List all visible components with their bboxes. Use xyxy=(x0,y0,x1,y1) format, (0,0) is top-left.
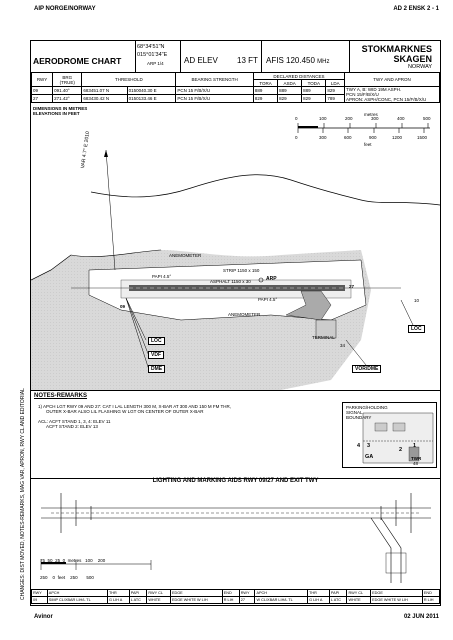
apron-inset xyxy=(342,402,437,468)
scale-m-300: 300 xyxy=(371,116,379,121)
loc-27-box: LOC xyxy=(408,325,425,333)
runway-table xyxy=(31,72,440,103)
rwy-27-label: 27 xyxy=(349,284,355,289)
stand-2: 2 xyxy=(399,447,403,453)
vor-dme-box: VOR/DME xyxy=(352,365,381,373)
col-declared: DECLARED DISTANCES xyxy=(253,73,344,80)
country: NORWAY xyxy=(407,64,432,70)
twr-elev: 48 xyxy=(413,461,419,466)
lighting-title: LIGHTING AND MARKING AIDS RWY 09/27 AND EXIT TWY xyxy=(152,478,319,484)
papi-09-label: PAPI 4.5° xyxy=(152,274,172,279)
apron-inset-label: PARKING/HOLDING SIGNAL BOUNDARY xyxy=(346,405,388,420)
scale-m-100: 100 xyxy=(319,116,327,121)
footer-left: Avinor xyxy=(34,614,53,620)
stand-1: 1 xyxy=(413,443,417,449)
scale-m-500: 500 xyxy=(423,116,431,121)
loc-09-box: LOC xyxy=(148,337,165,345)
stand-4: 4 xyxy=(357,443,361,449)
changes-side-note: CHANGES: DIST MOVED, NOTES-REMARKS, MAG VAR, APRON, RWY CL AND EDITORIAL xyxy=(20,388,26,600)
scale-ft-300: 300 xyxy=(319,135,327,140)
lighting-table: RWY APCH THR PAPI RWY CL EDGE END RWY APCH THR PAPI RWY CL EDGE END 09 SIMP CL/XBAR LIH/L TL G LIH A L ATC WHITE EDGE WHITE W LIH R LIH 27 W CL/XBAR LIH/L TL G LIH A L ATC WHITE EDGE WHITE W LIH R LIH xyxy=(31,589,440,604)
vdf-box: VDF xyxy=(148,351,164,359)
thr-27-elev: 10 xyxy=(414,298,420,303)
col-asda: ASDA xyxy=(278,80,302,87)
scale-ft-1500: 1500 xyxy=(417,135,428,140)
afis-frequency: AFIS 120.450 MHz xyxy=(266,56,330,65)
col-threshold: THRESHOLD xyxy=(82,73,176,87)
col-twy-apron: TWY AND APRON xyxy=(345,73,440,87)
ga-label: GA xyxy=(365,454,374,460)
papi-27-label: PAPI 4.5° xyxy=(258,297,278,302)
aerodrome-elevation-value: 13 FT xyxy=(237,56,258,65)
aerodrome-map xyxy=(31,120,440,390)
dme-box: DME xyxy=(148,365,165,373)
lighting-diagram xyxy=(31,488,440,588)
rwy-09-label: 09 xyxy=(120,304,126,309)
dimensions-note: DIMENSIONS IN METRES ELEVATIONS IN FEET xyxy=(33,106,88,116)
terminal-label: TERMINAL xyxy=(312,335,335,340)
coord-lon: 015°01'34"E xyxy=(137,52,168,58)
asphalt-label: ASPHALT 1150 x 30 xyxy=(210,279,251,284)
page-header-left: AIP NORGE/NORWAY xyxy=(34,6,96,12)
scale-bar-top: metres 0 100 200 300 400 500 0 300 600 900 1200 1500 feet xyxy=(295,112,431,147)
notes-title: NOTES-REMARKS xyxy=(34,393,88,399)
coord-ref: ARP 1/4 xyxy=(147,61,164,66)
scale-m-0: 0 xyxy=(295,116,298,121)
arp-label: ARP xyxy=(266,276,277,282)
col-lda: LDA xyxy=(326,80,345,87)
anemometer-top-label: ANEMOMETER xyxy=(169,253,202,258)
title-block xyxy=(31,41,440,73)
lighting-scale-feet: 250 0 feet 250 500 xyxy=(40,575,94,580)
chart-title: AERODROME CHART xyxy=(33,56,122,66)
scale-ft-600: 600 xyxy=(344,135,352,140)
scale-ft-0: 0 xyxy=(295,135,298,140)
page-header-right: AD 2 ENSK 2 - 1 xyxy=(393,6,439,12)
table-row: 27 271.42° 683430.42 N 0150133.46 E PCN 15 F/B/X/U 829 829 829 789 xyxy=(32,95,440,103)
magnetic-variation: VAR 4.7° E 2010 xyxy=(80,130,92,169)
twr-label: TWR xyxy=(411,456,422,461)
scale-ft-900: 900 xyxy=(369,135,377,140)
aerodrome-elevation-label: AD ELEV xyxy=(184,56,218,65)
notes-text: 1) APCH LGT RWY 09 AND 27: CAT I LAL LENGTH 300 M, X-BAR AT 300 AND 150 M FM THR, OUTER X-BAR ALSO LIL FLASHING W LGT ON CENTER OF OUTER X-BAR ACL: ACFT STAND 1, 3, 4: ELEV 11 ACFT STAND 2: ELEV 13 xyxy=(38,404,231,429)
coord-lat: 68°34'51"N xyxy=(137,44,165,50)
scale-m-400: 400 xyxy=(397,116,405,121)
footer-right: 02 JUN 2011 xyxy=(403,614,439,620)
anemometer-bottom-label: ANEMOMETER xyxy=(228,312,261,317)
place-name-2: SKAGEN xyxy=(393,54,432,64)
lighting-scale-metres: 75 50 25 0 metres 100 200 xyxy=(40,558,106,563)
stand-3: 3 xyxy=(367,443,371,449)
place-name-1: STOKMARKNES xyxy=(361,44,432,54)
col-toda: TODA xyxy=(302,80,326,87)
table-row: 09 091.40° 683451.07 N 0150040.30 E PCN 15 F/B/X/U 889 889 889 829 TWY A, B: WID 19M ASPH. PCN 15/F/B/X/U APRON: ASPH/CONC, PCN 15/F/B/X/U xyxy=(32,87,440,95)
col-bearing-strength: BEARING STRENGTH xyxy=(176,73,254,87)
col-rwy: RWY xyxy=(32,73,53,87)
scale-ft-1200: 1200 xyxy=(392,135,403,140)
col-brg: BRG (TRUE) xyxy=(53,73,82,87)
strip-label: STRIP 1150 x 150 xyxy=(223,268,260,273)
col-tora: TORA xyxy=(253,80,277,87)
scale-m-200: 200 xyxy=(345,116,353,121)
terminal-elev: 34 xyxy=(340,343,346,348)
